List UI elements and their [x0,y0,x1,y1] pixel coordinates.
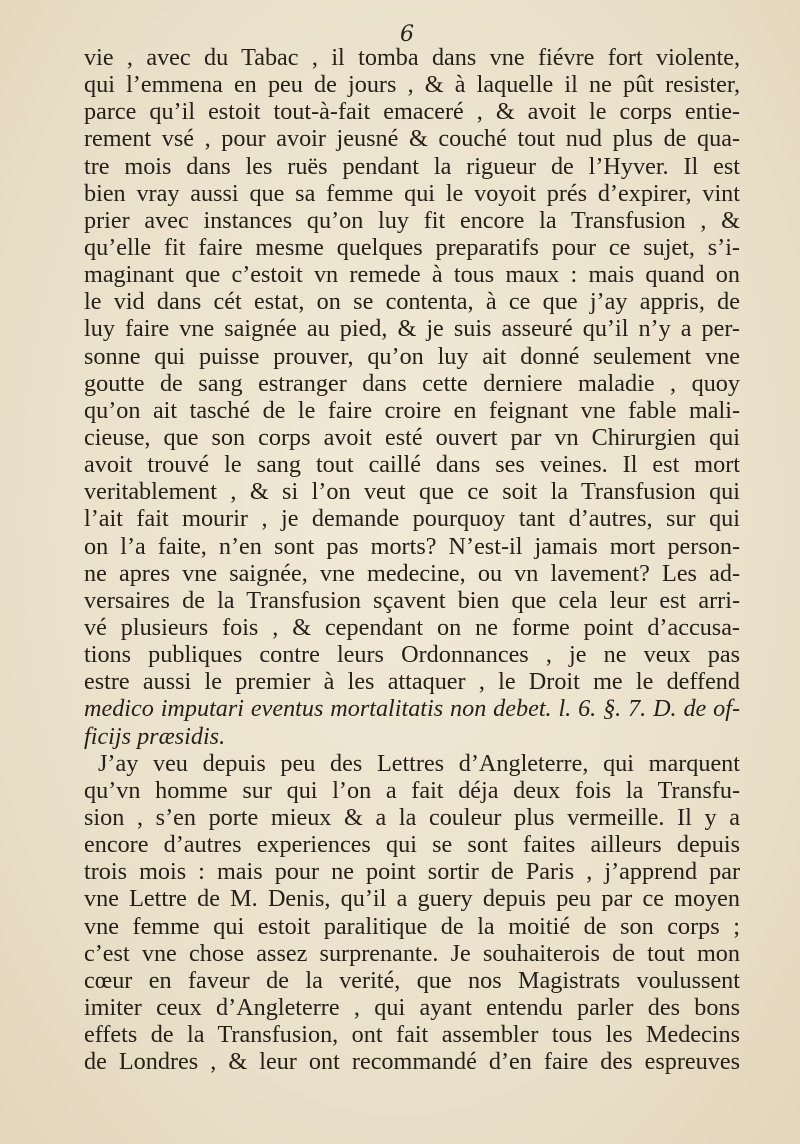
text-line: ficijs præsidis. [84,722,226,750]
text-line: medico imputari eventus mortalitatis non debet. l. 6. §. 7. D. de of- [84,695,740,723]
text-line: avoit trouvé le sang tout caillé dans ses veines. Il est mort [84,451,740,479]
text-line: vie , avec du Tabac , il tomba dans vne fiévre fort violente, [84,44,740,71]
text-line: luy faire vne saignée au pied, & je suis asseuré qu’il n’y a per- [84,315,740,343]
text-line: tre mois dans les ruës pendant la rigueur de l’Hyver. Il est [84,152,740,180]
text-line: qu’vn homme sur qui l’on a fait déja deux fois la Transfu- [84,776,740,804]
text-line: trois mois : mais pour ne point sortir de Paris , j’apprend par [84,858,740,886]
text-line: ne apres vne saignée, vne medecine, ou vn lavement? Les ad- [84,559,740,587]
text-line: vé plusieurs fois , & cependant on ne forme point d’accusa- [84,613,740,641]
text-line: qu’elle fit faire mesme quelques preparatifs pour ce sujet, s’i- [84,233,740,261]
text-line: prier avec instances qu’on luy fit encore la Transfusion , & [84,206,740,234]
text-line: maginant que c’estoit vn remede à tous maux : mais quand on [84,261,740,289]
text-line: qui l’emmena en peu de jours , & à laquelle il ne pût resister, [84,71,740,99]
text-line: de Londres , & leur ont recommandé d’en faire des espreuves [84,1048,740,1076]
text-line: tions publiques contre leurs Ordonnances , je ne veux pas [84,641,740,669]
text-line: cieuse, que son corps avoit esté ouvert par vn Chirurgien qui [84,423,740,451]
text-line: cœur en faveur de la verité, que nos Magistrats voulussent [84,966,740,994]
text-line: versaires de la Transfusion sçavent bien que cela leur est arri- [84,586,740,614]
text-line: estre aussi le premier à les attaquer , le Droit me le deffend [84,668,740,696]
text-line: l’ait fait mourir , je demande pourquoy tant d’autres, sur qui [84,505,740,533]
text-line: sonne qui puisse prouver, qu’on luy ait donné seulement vne [84,342,740,370]
text-line: sion , s’en porte mieux & a la couleur plus vermeille. Il y a [84,803,740,831]
text-line: veritablement , & si l’on veut que ce soit la Transfusion qui [84,478,740,506]
text-line: bien vray aussi que sa femme qui le voyoit prés d’expirer, vint [84,179,740,207]
text-line: on l’a faite, n’en sont pas morts? N’est-il jamais mort person- [84,532,740,560]
text-line: rement vsé , pour avoir jeusné & couché tout nud plus de qua- [84,125,740,153]
text-line: c’est vne chose assez surprenante. Je souhaiterois de tout mon [84,939,740,967]
text-line: vne Lettre de M. Denis, qu’il a guery depuis peu par ce moyen [84,885,740,913]
text-line: parce qu’il estoit tout-à-fait emaceré , & avoit le corps entie- [84,98,740,126]
text-line: imiter ceux d’Angleterre , qui ayant entendu parler des bons [84,993,740,1021]
text-line: qu’on ait tasché de le faire croire en feignant vne fable mali- [84,396,740,424]
text-line: goutte de sang estranger dans cette derniere maladie , quoy [84,369,740,397]
page-number: 6 [400,22,414,47]
text-line: encore d’autres experiences qui se sont faites ailleurs depuis [84,831,740,859]
text-line: le vid dans cét estat, on se contenta, à ce que j’ay appris, de [84,288,740,316]
body-text [84,44,740,1075]
text-line: effets de la Transfusion, ont fait assembler tous les Medecins [84,1021,740,1049]
text-line: vne femme qui estoit paralitique de la moitié de son corps ; [84,912,740,940]
text-line: J’ay veu depuis peu des Lettres d’Angleterre, qui marquent [98,749,740,777]
